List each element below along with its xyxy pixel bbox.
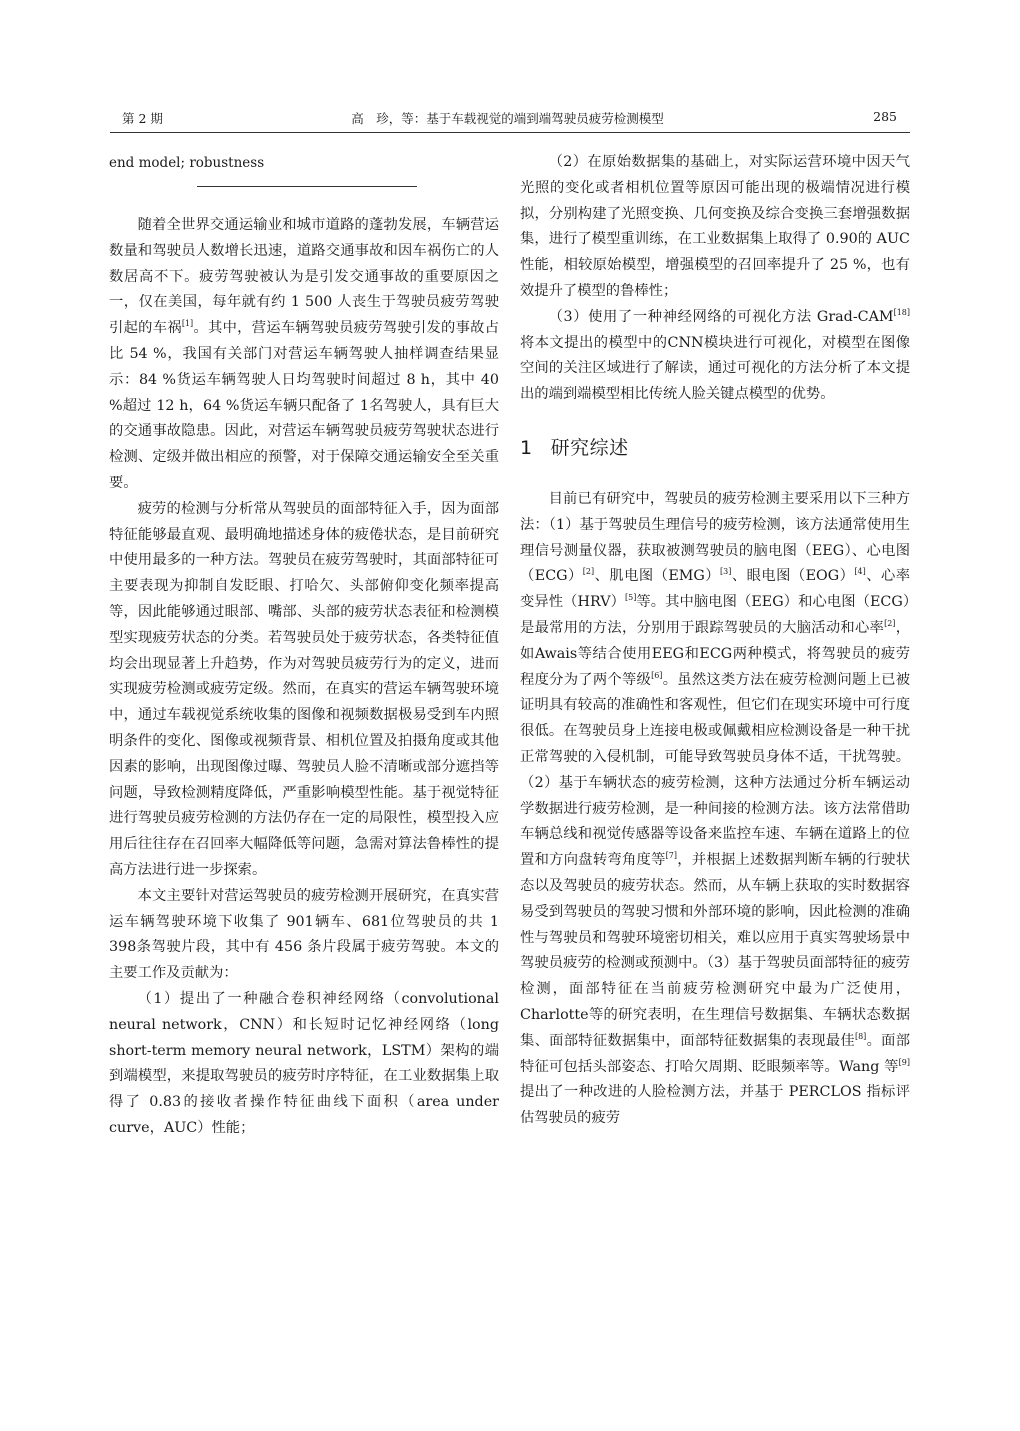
keywords-tail: end model; robustness <box>109 155 265 171</box>
citation-9: [9] <box>898 1057 910 1067</box>
citation-5: [5] <box>624 593 637 603</box>
section-title: 研究综述 <box>550 436 629 459</box>
issue-number: 第 2 期 <box>122 111 163 126</box>
review-text-a: 目前已有研究中，驾驶员的疲劳检测主要采用以下三种方法：（1）基于驾驶员生理信号的疲劳检测，该方法通常使用生理信号测量仪器，获取被测驾驶员的脑电图（EEG）、心电图（ECG） <box>520 490 910 585</box>
review-text-g: 。虽然这类方法在疲劳检测问题上已被证明具有较高的准确性和客观性，但它们在现实环境中可行度很低。在驾驶员身上连接电极或佩戴相应检测设备是一种干扰正常驾驶的入侵机制，可能导致驾驶员身体不适，干扰驾驶。（2）基于车辆状态的疲劳检测，这种方法通过分析车辆运动学数据进行疲劳检测，是一种间接的检测方法。该方法常借助车辆总线和视觉传感器等设备来监控车速、车辆在道路上的位置和方向盘转弯角度等 <box>520 671 911 869</box>
contribution-1: （1）提出了一种融合卷积神经网络（convolutional neural network，CNN）和长短时记忆神经网络（long short-term memory neural network，LSTM）架构的端到端模型，来提取驾驶员的疲劳时序特征，在工业数据集上取得了 0.83的接收者操作特征曲线下面积（area under curve，AUC）性能； <box>109 990 499 1136</box>
page-number: 285 <box>873 109 897 124</box>
citation-4: [4] <box>854 567 866 577</box>
review-text-b: 、肌电图（EMG） <box>594 568 721 585</box>
review-text-i: 。面部特征可包括头部姿态、打哈欠周期、眨眼频率等。Wang 等 <box>520 1032 911 1075</box>
right-column <box>520 150 910 1132</box>
citation-7: [7] <box>665 851 677 861</box>
running-header <box>110 106 905 128</box>
intro-paragraph-3: 本文主要针对营运驾驶员的疲劳检测开展研究，在真实营运车辆驾驶环境下收集了 901辆车、681位驾驶员的共 1 398条驾驶片段，其中有 456 条片段属于疲劳驾驶。本文的主要工作及贡献为： <box>109 887 499 982</box>
intro-paragraph-1 <box>109 213 499 497</box>
review-text-e: 等。其中脑电图（EEG）和心电图（ECG）是最常用的方法，分别用于跟踪驾驶员的大脑活动和心率 <box>520 594 910 636</box>
section-number: 1 <box>520 436 533 459</box>
citation-6: [6] <box>651 670 663 680</box>
citation-18: [18] <box>893 308 910 318</box>
citation-3: [3] <box>720 567 732 577</box>
citation-2b: [2] <box>884 619 896 629</box>
section-heading <box>520 433 910 463</box>
intro-p1-text: 随着全世界交通运输业和城市道路的蓬勃发展，车辆营运数量和驾驶员人数增长迅速，道路交通事故和因车祸伤亡的人数居高不下。疲劳驾驶被认为是引发交通事故的重要原因之一，仅在美国，每年就有约 1 500 人丧生于驾驶员疲劳驾驶引起的车祸 <box>109 217 499 337</box>
review-text-c: 、眼电图（EOG） <box>731 568 855 585</box>
review-text-d: 、心率变异性（HRV） <box>520 568 911 611</box>
contribution-2: （2）在原始数据集的基础上，对实际运营环境中因天气光照的变化或者相机位置等原因可能出现的极端情况进行模拟，分别构建了光照变换、几何变换及综合变换三套增强数据集，进行了模型重训练，在工业数据集上取得了 0.90的 AUC 性能，相较原始模型，增强模型的召回率提升了 25 %，也有效提升了模型的鲁棒性； <box>520 154 910 299</box>
citation-8: [8] <box>854 1031 867 1041</box>
review-text-h: ，并根据上述数据判断车辆的行驶状态以及驾驶员的疲劳状态。然而，从车辆上获取的实时数据容易受到驾驶员的驾驶习惯和外部环境的影响，因此检测的准确性与驾驶员和驾驶环境密切相关，难以应用于真实驾驶场景中驾驶员疲劳的检测或预测中。（3）基于驾驶员面部特征的疲劳检测，面部特征在当前疲劳检测研究中最为广泛使用，Charlotte等的研究表明，在生理信号数据集、车辆状态数据集、面部特征数据集中，面部特征数据集的表现最佳 <box>520 852 911 1049</box>
citation-1: [1] <box>181 319 194 329</box>
header-rule <box>110 132 910 133</box>
intro-p1-text-cont: 。其中，营运车辆驾驶员疲劳驾驶引发的事故占比 54 %，我国有关部门对营运车辆驾驶人抽样调查结果显示：84 %货运车辆驾驶人日均驾驶时间超过 8 h，其中 40 %超过 12 h，64 %货运车辆只配备了 1名驾驶人，具有巨大的交通事故隐患。因此，对营运车辆驾驶员疲劳驾驶状态进行检测、定级并做出相应的预警，对于保障交通运输安全至关重要。 <box>109 320 500 491</box>
intro-paragraph-2: 疲劳的检测与分析常从驾驶员的面部特征入手，因为面部特征能够最直观、最明确地描述身体的疲倦状态，是目前研究中使用最多的一种方法。驾驶员在疲劳驾驶时，其面部特征可主要表现为抑制自发眨眼、打哈欠、头部俯仰变化频率提高等，因此能够通过眼部、嘴部、头部的疲劳状态表征和检测模型实现疲劳状态的分类。若驾驶员处于疲劳状态，各类特征值均会出现显著上升趋势，作为对驾驶员疲劳行为的定义，进而实现疲劳检测或疲劳定级。然而，在真实的营运车辆驾驶环境中，通过车载视觉系统收集的图像和视频数据极易受到车内照明条件的变化、图像或视频背景、相机位置及拍摄角度或其他因素的影响，出现图像过曝、驾驶员人脸不清晰或部分遮挡等问题，导致检测精度降低，严重影响模型性能。基于视觉特征进行驾驶员疲劳检测的方法仍存在一定的局限性，模型投入应用后往往存在召回率大幅降低等问题，急需对算法鲁棒性的提高方法进行进一步探索。 <box>109 500 499 878</box>
left-column <box>109 150 499 1142</box>
contribution-3-text: （3）使用了一种神经网络的可视化方法 Grad-CAM <box>548 308 894 325</box>
review-text-f: ，如Awais等结合使用EEG和ECG两种模式，将驾驶员的疲劳程度分为了两个等级 <box>520 619 911 688</box>
citation-2: [2] <box>582 567 595 577</box>
running-title: 高 珍，等：基于车载视觉的端到端驾驶员疲劳检测模型 <box>351 111 664 126</box>
contribution-3 <box>520 305 910 408</box>
review-paragraph <box>520 487 910 1132</box>
contribution-3-text-cont: 将本文提出的模型中的CNN模块进行可视化，对模型在图像空间的关注区域进行了解读，通过可视化的方法分析了本文提出的端到端模型相比传统人脸关键点模型的优势。 <box>520 334 910 403</box>
review-text-j: 提出了一种改进的人脸检测方法，并基于 PERCLOS 指标评估驾驶员的疲劳 <box>520 1084 910 1127</box>
